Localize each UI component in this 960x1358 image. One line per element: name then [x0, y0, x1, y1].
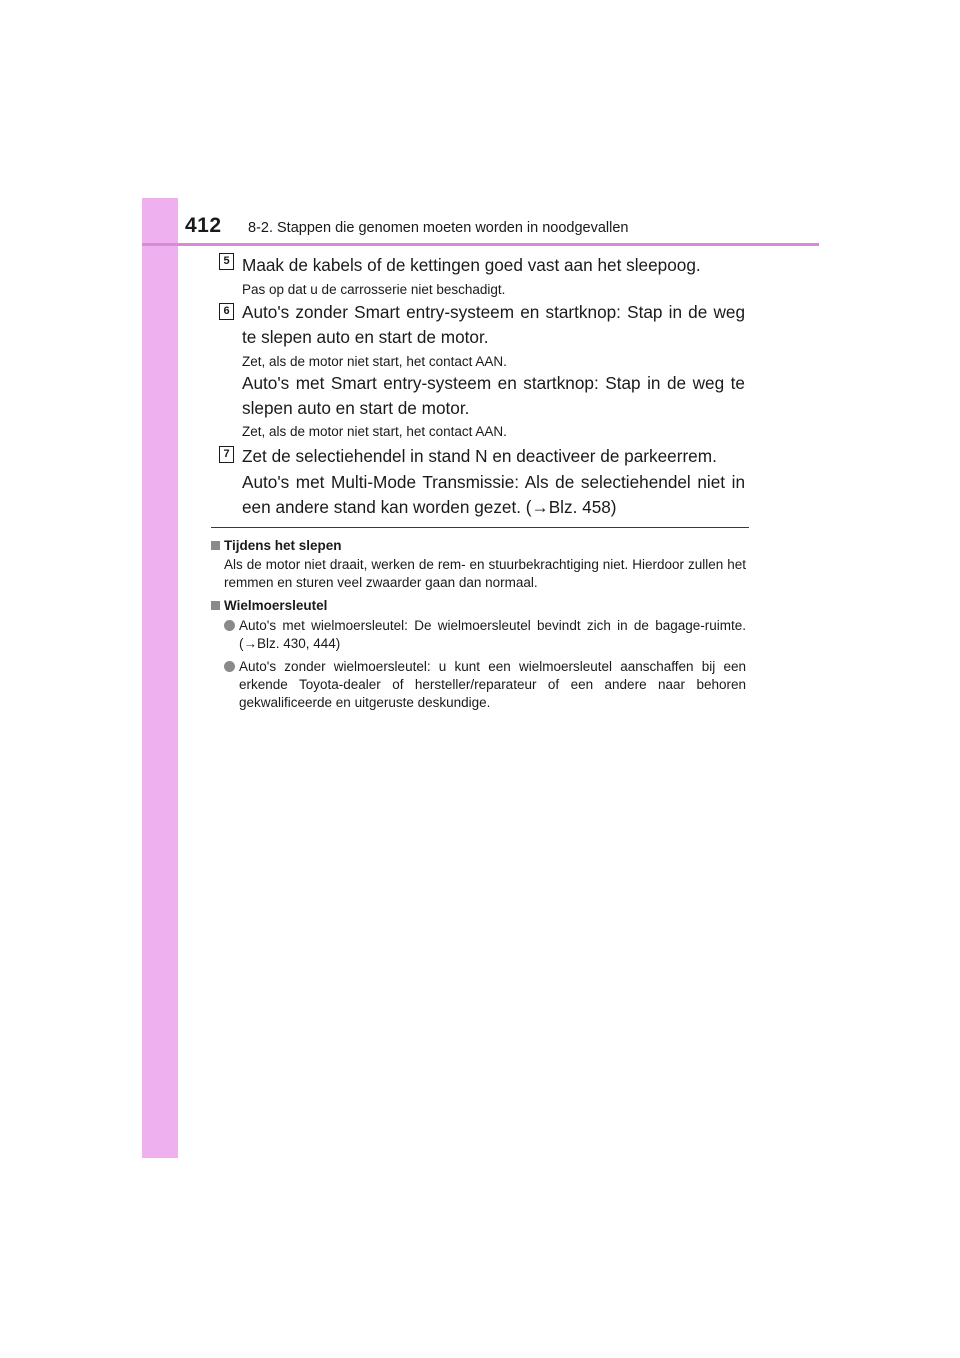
square-bullet-icon [211, 541, 220, 550]
list-item-text: Auto's zonder wielmoersleutel: u kunt een wielmoersleutel aanschaffen bij een erkende Toyota-dealer of hersteller/reparateur of een andere naar behoren gekwalificeerde en uitgeruste deskundige. [239, 659, 746, 710]
note-heading-wheel-wrench-label: Wielmoersleutel [224, 598, 328, 613]
step-6-note: Zet, als de motor niet start, het contact AAN. [242, 354, 507, 369]
step-7-text-multimode: Auto's met Multi-Mode Transmissie: Als de selectiehendel niet in een andere stand kan worden gezet. (→Blz. 458) [242, 472, 745, 517]
note-heading-towing [211, 537, 342, 555]
list-item [224, 617, 746, 653]
step-5-text: Maak de kabels of de kettingen goed vast aan het sleepoog. [242, 255, 701, 275]
step-number-6: 6 [219, 303, 234, 320]
step-6-text-smart-entry: Auto's met Smart entry-systeem en startknop: Stap in de weg te slepen auto en start de motor. [242, 373, 745, 418]
step-6-text: Auto's zonder Smart entry-systeem en startknop: Stap in de weg te slepen auto en start de motor. [242, 302, 745, 347]
note-heading-wheel-wrench [211, 597, 327, 615]
page-number: 412 [185, 214, 222, 237]
section-divider [211, 527, 749, 528]
round-bullet-icon [224, 661, 235, 672]
list-item [224, 658, 746, 712]
step-6-note-smart-entry: Zet, als de motor niet start, het contact AAN. [242, 424, 507, 439]
list-item-text: Auto's met wielmoersleutel: De wielmoersleutel bevindt zich in de bagage-ruimte. (→Blz. 430, 444) [239, 618, 746, 651]
square-bullet-icon [211, 601, 220, 610]
step-7-text: Zet de selectiehendel in stand N en deactiveer de parkeerrem. [242, 446, 717, 466]
step-number-7: 7 [219, 446, 234, 463]
header-rule [142, 243, 819, 246]
section-title: 8-2. Stappen die genomen moeten worden in noodgevallen [248, 220, 629, 236]
note-body-towing: Als de motor niet draait, werken de rem- en stuurbekrachtiging niet. Hierdoor zullen het remmen en sturen veel zwaarder gaan dan normaal. [224, 557, 746, 590]
step-number-5: 5 [219, 253, 234, 270]
note-heading-towing-label: Tijdens het slepen [224, 538, 342, 553]
step-5-note: Pas op dat u de carrosserie niet beschadigt. [242, 282, 506, 297]
chapter-sidebar-tab [142, 198, 178, 1158]
round-bullet-icon [224, 620, 235, 631]
